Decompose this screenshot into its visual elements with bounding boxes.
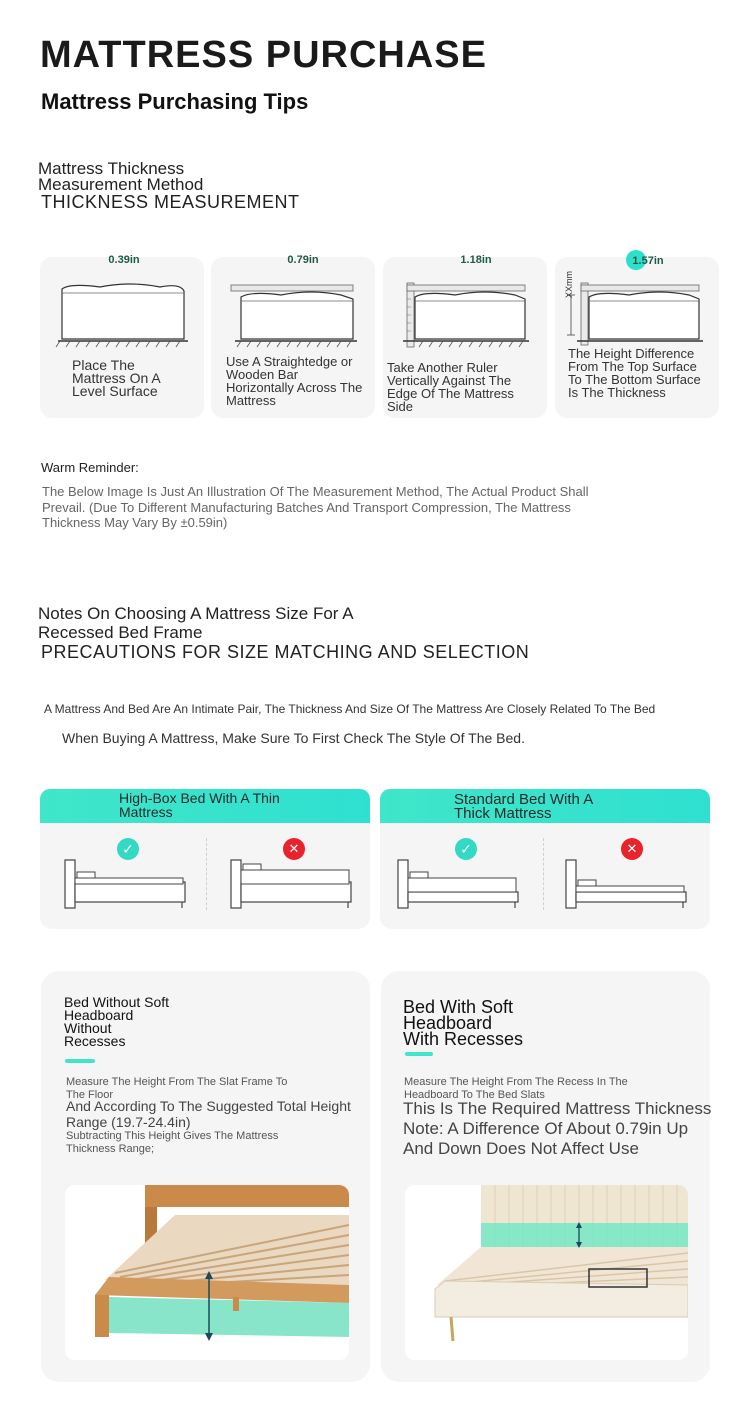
page-title: MATTRESS PURCHASE <box>40 34 487 76</box>
step-value-2: 0.79in <box>287 254 319 266</box>
step-text-3: Take Another Ruler Vertically Against The Edge Of The Mattress Side <box>387 360 514 414</box>
no-headboard-desc-2: And According To The Suggested Total Height Range (19.7-24.4in) <box>66 1098 351 1130</box>
page-subtitle: Mattress Purchasing Tips <box>41 89 309 114</box>
check-icon: ✓ <box>455 838 477 860</box>
high-box-bed-thick-mattress-bad-illustration <box>226 856 356 912</box>
step-text-1: Place The Mattress On A Level Surface <box>72 357 160 399</box>
recessed-note-2: When Buying A Mattress, Make Sure To First Check The Style Of The Bed. <box>62 730 525 746</box>
recessed-heading: Notes On Choosing A Mattress Size For A Recessed Bed Frame <box>38 604 354 642</box>
check-icon: ✓ <box>117 838 139 860</box>
standard-bed-thin-mattress-bad-illustration <box>561 856 691 912</box>
step-text-4: The Height Difference From The Top Surface To The Bottom Surface Is The Thickness <box>568 346 701 400</box>
no-headboard-title: Bed Without Soft Headboard Without Recesses <box>64 994 170 1049</box>
reminder-title: Warm Reminder: <box>41 460 139 475</box>
accent-bar <box>65 1059 95 1063</box>
divider <box>543 838 544 910</box>
recessed-note-1: A Mattress And Bed Are An Intimate Pair, The Thickness And Size Of The Mattress Are Closely Related To The Bed <box>44 702 656 716</box>
ruler-label: XXmm <box>564 271 574 298</box>
no-headboard-desc-1: Measure The Height From The Slat Frame To The Floor <box>66 1076 288 1101</box>
reminder-text: The Below Image Is Just An Illustration Of The Measurement Method, The Actual Product Shall Prevail. (Due To Different Manufacturing Batches And Transport Compression, The Mattress Thickness May Vary By ±0.59in) <box>42 484 589 530</box>
no-headboard-desc-3: Subtracting This Height Gives The Mattress Thickness Range; <box>66 1130 279 1155</box>
cross-icon: ✕ <box>621 838 643 860</box>
wood-bed-illustration <box>65 1185 349 1360</box>
soft-headboard-title: Bed With Soft Headboard With Recesses <box>403 997 524 1049</box>
thickness-heading-en: THICKNESS MEASUREMENT <box>41 192 300 212</box>
cross-icon: ✕ <box>283 838 305 860</box>
bed-type-label-2: Standard Bed With A Thick Mattress <box>454 791 594 822</box>
step-value-4: 1.57in <box>632 255 664 267</box>
soft-bed-photo <box>405 1185 688 1360</box>
soft-headboard-bed-illustration <box>405 1185 688 1360</box>
step-value-1: 0.39in <box>108 254 140 266</box>
recessed-heading-en: PRECAUTIONS FOR SIZE MATCHING AND SELECTION <box>41 642 530 662</box>
high-box-bed-thin-mattress-good-illustration <box>60 856 190 912</box>
accent-bar <box>405 1052 433 1056</box>
thickness-heading: Mattress Thickness Measurement Method <box>38 159 204 194</box>
soft-headboard-desc-2: This Is The Required Mattress Thickness Note: A Difference Of About 0.79in Up And Down Does Not Affect Use <box>403 1099 712 1158</box>
standard-bed-thick-mattress-good-illustration <box>393 856 523 912</box>
divider <box>206 838 207 910</box>
soft-headboard-desc-1: Measure The Height From The Recess In The Headboard To The Bed Slats <box>404 1076 628 1101</box>
step-text-2: Use A Straightedge or Wooden Bar Horizontally Across The Mattress <box>226 354 363 408</box>
bed-type-label-1: High-Box Bed With A Thin Mattress <box>119 790 280 820</box>
step-value-3: 1.18in <box>460 254 492 266</box>
wood-bed-photo <box>65 1185 349 1360</box>
